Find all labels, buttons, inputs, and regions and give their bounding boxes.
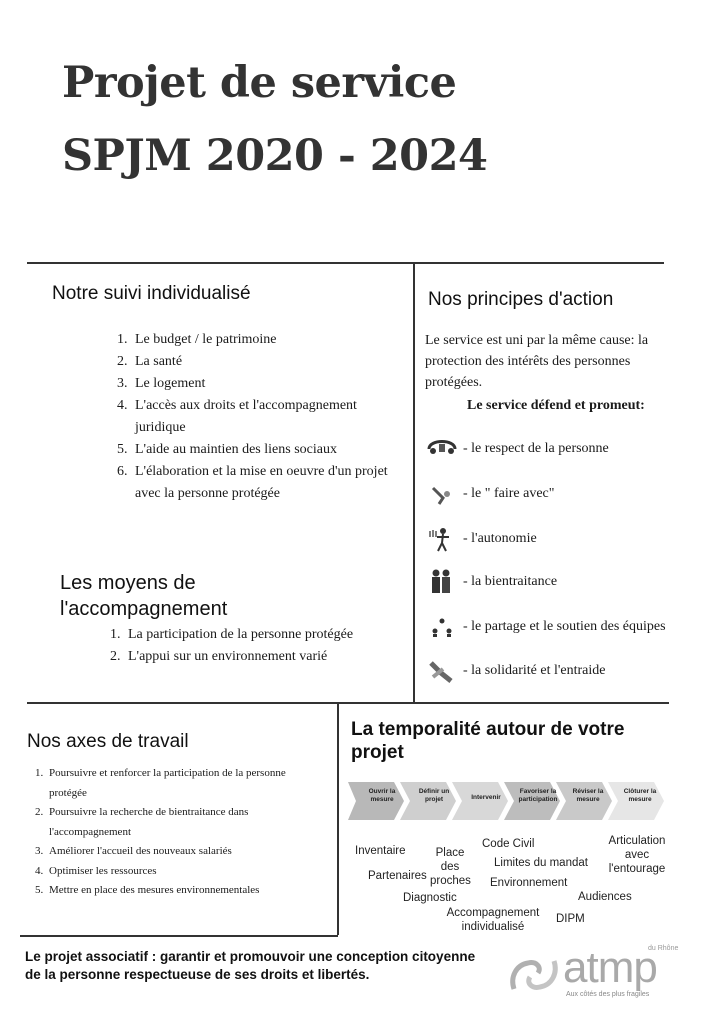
moyens-heading: Les moyens de l'accompagnement xyxy=(60,572,228,620)
divider-vertical-lower xyxy=(337,702,339,935)
list-item: 3. Améliorer l'accueil des nouveaux salariés xyxy=(35,845,232,857)
hands-circle-icon xyxy=(425,435,459,463)
list-item: 1. Poursuivre et renforcer la participation de la personne protégée xyxy=(35,767,286,799)
list-item: 6. L'élaboration et la mise en oeuvre d'un projet avec la personne protégée xyxy=(117,464,388,501)
word-diagnostic: Diagnostic xyxy=(403,892,457,904)
principes-intro: Le service est uni par la même cause: la protection des intérêts des personnes protégées. xyxy=(425,333,649,390)
principes-heading: Nos principes d'action xyxy=(428,289,614,310)
person-walking-icon xyxy=(425,525,459,553)
logo-wordmark: atmp xyxy=(563,943,657,992)
principle-autonomie: - l'autonomie xyxy=(425,525,537,553)
word-dipm: DIPM xyxy=(556,913,585,925)
list-item: 2. L'appui sur un environnement varié xyxy=(110,649,328,664)
list-item: 3. Le logement xyxy=(117,376,206,391)
list-item: 2. La santé xyxy=(117,354,183,369)
principes-subheading: Le service défend et promeut: xyxy=(467,398,645,413)
handshake-icon xyxy=(425,657,459,685)
word-code-civil: Code Civil xyxy=(482,838,535,850)
divider-middle xyxy=(27,702,669,704)
step-label-5: Réviser la mesure xyxy=(572,788,604,803)
list-item: 4. Optimiser les ressources xyxy=(35,864,157,877)
divider-bottom xyxy=(20,935,338,937)
step-label-3: Intervenir xyxy=(471,794,501,801)
hands-logo-icon xyxy=(508,953,560,993)
step-label-6: Clôturer la mesure xyxy=(623,788,657,803)
list-item: 2. Poursuivre la recherche de bientraitance dans l'accompagnement xyxy=(35,806,249,838)
principle-solidarite: - la solidarité et l'entraide xyxy=(425,657,605,685)
word-place-des-proches: Place des proches xyxy=(430,847,471,887)
caring-people-icon xyxy=(425,568,459,596)
word-limites-du-mandat: Limites du mandat xyxy=(494,857,588,869)
atmp-logo xyxy=(508,945,698,1005)
list-item: 1. Le budget / le patrimoine xyxy=(117,332,277,347)
temporalite-heading: La temporalité autour de votre projet xyxy=(351,719,625,763)
list-item: 1. La participation de la personne protégée xyxy=(110,627,354,642)
list-item: 5. L'aide au maintien des liens sociaux xyxy=(117,442,337,457)
axes-list xyxy=(35,764,325,901)
step-label-1: Ouvrir la mesure xyxy=(368,788,396,803)
suivi-list xyxy=(117,329,407,505)
word-accompagnement-individualise: Accompagnement individualisé xyxy=(446,907,540,933)
principle-partage: - le partage et le soutien des équipes xyxy=(425,613,666,641)
page-title-line-1: Projet de service xyxy=(62,58,457,108)
page-title-line-2: SPJM 2020 - 2024 xyxy=(62,131,488,181)
word-partenaires: Partenaires xyxy=(368,870,427,882)
principle-respect: - le respect de la personne xyxy=(425,435,609,463)
suivi-heading: Notre suivi individualisé xyxy=(52,283,251,304)
word-environnement: Environnement xyxy=(490,877,568,889)
word-articulation: Articulation avec l'entourage xyxy=(608,835,666,875)
logo-region: du Rhône xyxy=(648,945,679,952)
axes-heading: Nos axes de travail xyxy=(27,731,189,752)
footer-statement: Le projet associatif : garantir et promouvoir une conception citoyenne de la personne respectueuse de ses droits et libertés. xyxy=(25,949,476,982)
divider-vertical-upper xyxy=(413,262,415,702)
step-label-2: Définir un projet xyxy=(418,788,450,803)
word-inventaire: Inventaire xyxy=(355,845,406,857)
list-item: 5. Mettre en place des mesures environnementales xyxy=(35,884,260,896)
list-item: 4. L'accès aux droits et l'accompagnement juridique xyxy=(117,398,357,435)
principle-bientraitance: - la bientraitance xyxy=(425,568,557,596)
divider-top xyxy=(27,262,664,264)
logo-tagline: Aux côtés des plus fragiles xyxy=(566,991,650,998)
hand-helping-icon xyxy=(425,480,459,508)
principle-faire-avec: - le " faire avec" xyxy=(425,480,554,508)
step-label-4: Favoriser la participation xyxy=(518,788,558,803)
team-icon xyxy=(425,613,459,641)
moyens-list xyxy=(110,624,410,668)
word-audiences: Audiences xyxy=(578,891,632,903)
